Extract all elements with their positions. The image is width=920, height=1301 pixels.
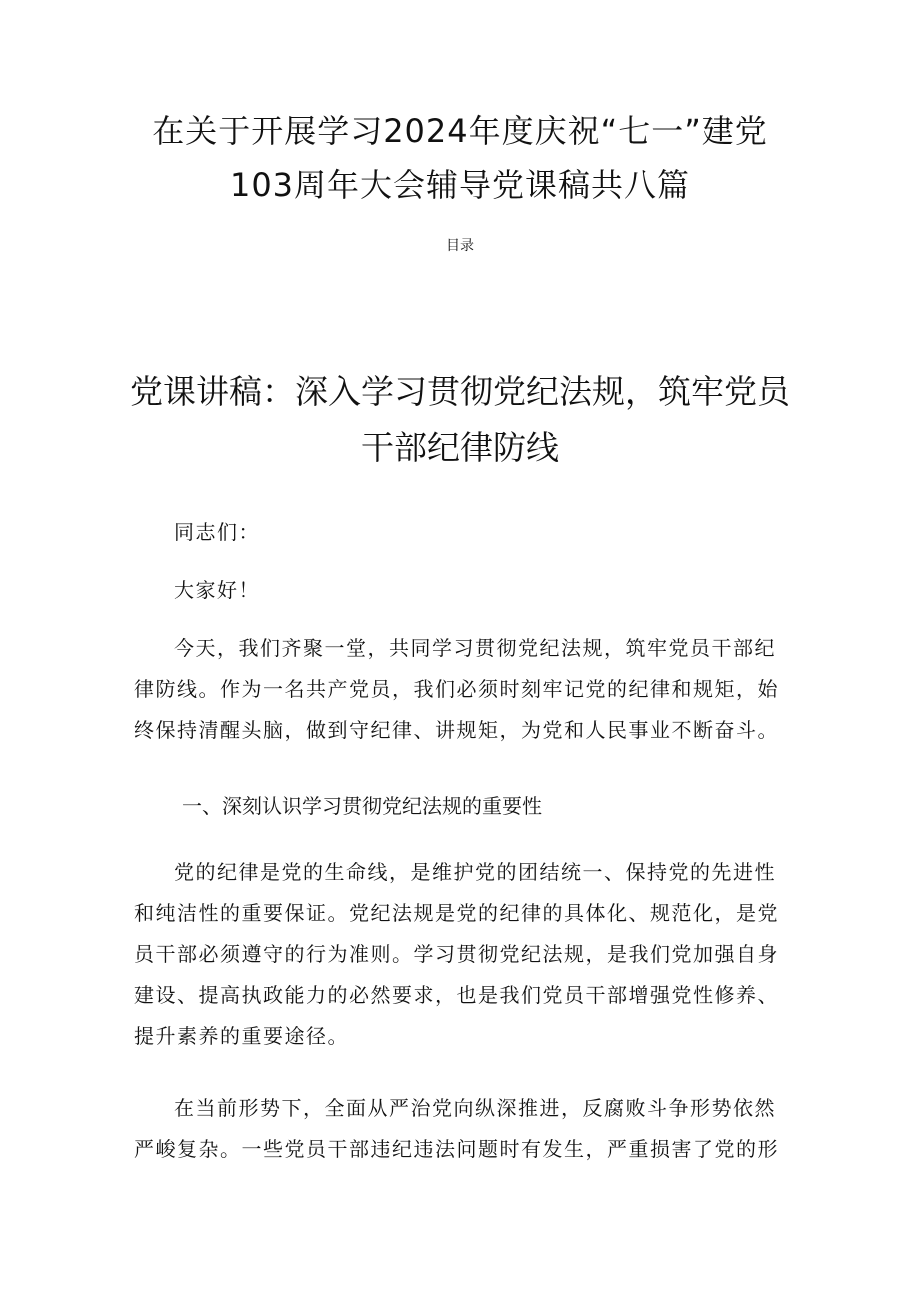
table-of-contents-label: 目录 [446,238,474,254]
body-paragraph-importance: 党的纪律是党的生命线，是维护党的团结统一、保持党的先进性和纯洁性的重要保证。党纪法规是党的纪律的具体化、规范化，是党员干部必须遵守的行为准则。学习贯彻党纪法规，是我们党加强自身建设、提高执政能力的必然要求，也是我们党员干部增强党性修养、提升素养的重要途径。 [134,860,779,1048]
section-heading-1: 一、深刻认识学习贯彻党纪法规的重要性 [182,794,542,818]
greeting-text: 同志们： [174,520,260,544]
document-title: 在关于开展学习2024年度庆祝“七一”建党103周年大会辅导党课稿共八篇 [152,112,768,204]
body-paragraph-intro: 今天，我们齐聚一堂，共同学习贯彻党纪法规，筑牢党员干部纪律防线。作为一名共产党员，我们必须时刻牢记党的纪律和规矩，始终保持清醒头脑，做到守纪律、讲规矩，为党和人民事业不断奋斗。 [134,636,779,742]
section-title: 党课讲稿：深入学习贯彻党纪法规，筑牢党员干部纪律防线 [130,372,790,467]
salutation-text: 大家好！ [174,578,260,602]
body-paragraph-situation: 在当前形势下，全面从严治党向纵深推进，反腐败斗争形势依然严峻复杂。一些党员干部违纪违法问题时有发生，严重损害了党的形 [134,1096,779,1161]
